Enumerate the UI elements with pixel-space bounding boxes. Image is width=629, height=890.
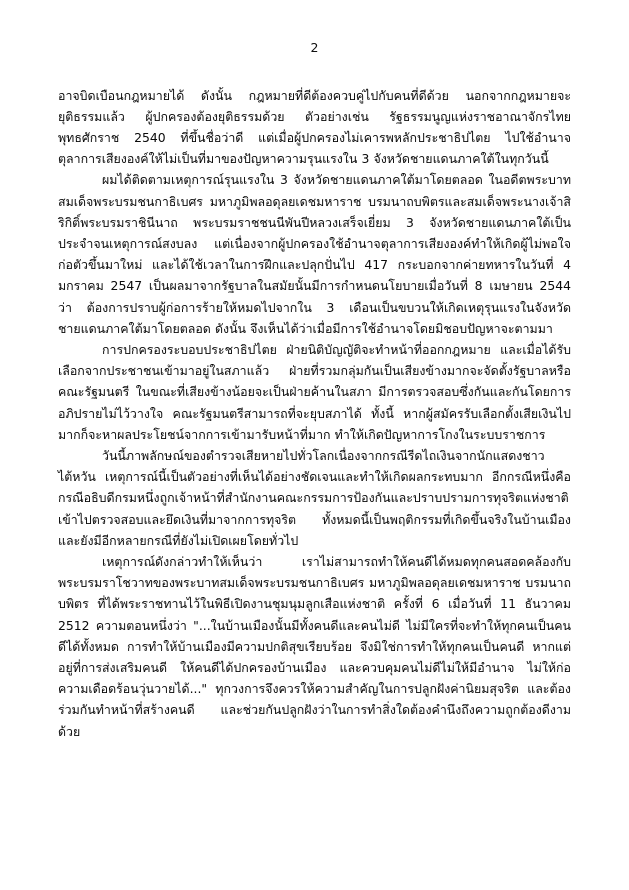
- paragraph: อาจบิดเบือนกฎหมายได้ ดังนั้น กฎหมายที่ดีต้องควบคู่ไปกับคนที่ดีด้วย นอกจากกฎหมายจะยุติธรรมแล้ว ผู้ปกครองต้องยุติธรรมด้วย ตัวอย่างเช่น รัฐธรรมนูญแห่งราชอาณาจักรไทย พุทธศักราช 2540 ที่ขึ้นชื่อว่าดี แต่เมื่อผู้ปกครองไม่เคารพหลักประชาธิปไตย ไปใช้อำนาจตุลาการเสียงองค์ให้ไม่เป็นที่มาของปัญหาความรุนแรงใน 3 จังหวัดชายแดนภาคใต้ในทุกวันนี้: [58, 87, 571, 167]
- paragraph: วันนี้ภาพลักษณ์ของตำรวจเสียหายไปทั่วโลกเนื่องจากกรณีรีดไถเงินจากนักแสดงชาวไต้หวัน เหตุการณ์นี้เป็นตัวอย่างที่เห็นได้อย่างชัดเจนและทำให้เกิดผลกระทบมาก อีกกรณีหนึ่งคือกรณีอธิบดีกรมหนึ่งถูกเจ้าหน้าที่สำนักงานคณะกรรมการป้องกันและปราบปรามการทุจริตแห่งชาติ เข้าไปตรวจสอบและยึดเงินที่มาจากการทุจริต ทั้งหมดนี้เป็นพฤติกรรมที่เกิดขึ้นจริงในบ้านเมือง และยังมีอีกหลายกรณีที่ยังไม่เปิดเผยโดยทั่วไป: [58, 447, 571, 548]
- page-number: 2: [310, 40, 319, 55]
- paragraph: การปกครองระบอบประชาธิปไตย ฝ่ายนิติบัญญัติจะทำหน้าที่ออกกฎหมาย และเมื่อได้รับเลือกจากประชาชนเข้ามาอยู่ในสภาแล้ว ฝ่ายที่รวมกลุ่มกันเป็นเสียงข้างมากจะจัดตั้งรัฐบาลหรือคณะรัฐมนตรี ในขณะที่เสียงข้างน้อยจะเป็นฝ่ายค้านในสภา มีการตรวจสอบซึ่งกันและกันโดยการอภิปรายไม่ไว้วางใจ คณะรัฐมนตรีสามารถที่จะยุบสภาได้ ทั้งนี้ หากผู้สมัครรับเลือกตั้งเสียเงินไปมากก็จะหาผลประโยชน์จากการเข้ามารับหน้าที่มาก ทำให้เกิดปัญหาการโกงในระบบราชการ: [58, 341, 571, 442]
- paragraph: ผมได้ติดตามเหตุการณ์รุนแรงใน 3 จังหวัดชายแดนภาคใต้มาโดยตลอด ในอดีตพระบาทสมเด็จพระบรมชนกาธิเบศร มหาภูมิพลอดุลยเดชมหาราช บรมนาถบพิตรและสมเด็จพระนางเจ้าสิริกิติ์พระบรมราชินีนาถ พระบรมราชชนนีพันปีหลวงเสร็จเยี่ยม 3 จังหวัดชายแดนภาคใต้เป็นประจำจนเหตุการณ์สงบลง แต่เนื่องจากผู้ปกครองใช้อำนาจตุลาการเสียงองค์ทำให้เกิดผู้ไม่พอใจก่อตัวขึ้นมาใหม่ และได้ใช้เวลาในการฝึกและปลุกปั่นไป 417 กระบอกจากค่ายทหารในวันที่ 4 มกราคม 2547 เป็นผลมาจากรัฐบาลในสมัยนั้นมีการกำหนดนโยบายเมื่อวันที่ 8 เมษายน 2544 ว่า ต้องการปราบผู้ก่อการร้ายให้หมดไปจากใน 3 เดือนเป็นขบวนให้เกิดเหตุรุนแรงในจังหวัดชายแดนภาคใต้มาโดยตลอด ดังนั้น จึงเห็นได้ว่าเมื่อมีการใช้อำนาจโดยมิชอบปัญหาจะตามมา: [58, 172, 571, 336]
- document-body: [58, 85, 571, 742]
- paragraph: เหตุการณ์ดังกล่าวทำให้เห็นว่า เราไม่สามารถทำให้คนดีได้หมดทุกคนสอดคล้องกับพระบรมราโชวาทของพระบาทสมเด็จพระบรมชนกาธิเบศร มหาภูมิพลอดุลยเดชมหาราช บรมนาถบพิตร ที่ได้พระราชทานไว้ในพิธีเปิดงานชุมนุมลูกเสือแห่งชาติ ครั้งที่ 6 เมื่อวันที่ 11 ธันวาคม 2512 ความตอนหนึ่งว่า "...ในบ้านเมืองนั้นมีทั้งคนดีและคนไม่ดี ไม่มีใครที่จะทำให้ทุกคนเป็นคนดีได้ทั้งหมด การทำให้บ้านเมืองมีความปกติสุขเรียบร้อย จึงมิใช่การทำให้ทุกคนเป็นคนดี หากแต่อยู่ที่การส่งเสริมคนดี ให้คนดีได้ปกครองบ้านเมือง และควบคุมคนไม่ดีไม่ให้มีอำนาจ ไม่ให้ก่อความเดือดร้อนวุ่นวายได้..." ทุกวงการจึงควรให้ความสำคัญในการปลูกฝังค่านิยมสุจริต และต้องร่วมกันทำหน้าที่สร้างคนดี และช่วยกันปลูกฝังว่าในการทำสิ่งใดต้องคำนึงถึงความถูกต้องดีงามด้วย: [58, 553, 571, 739]
